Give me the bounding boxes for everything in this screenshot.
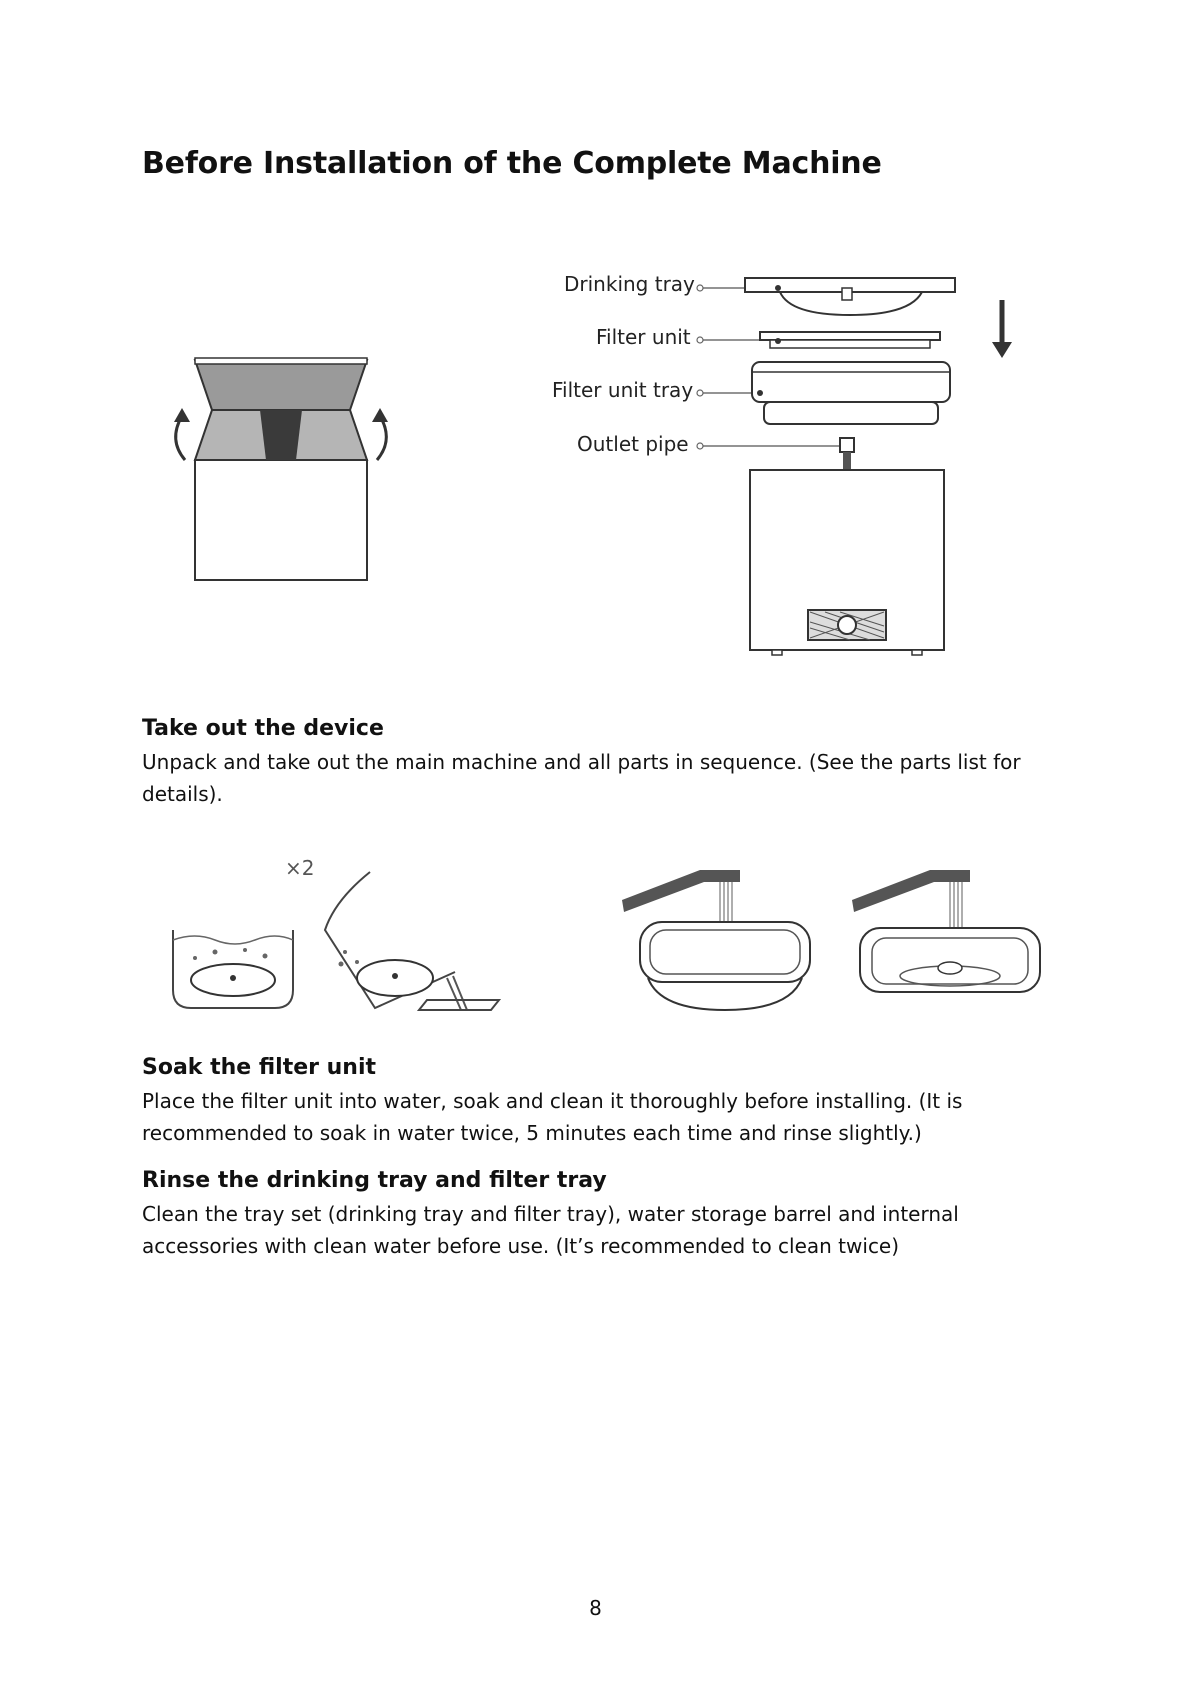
rinse-drinking-tray-illustration [620, 860, 820, 1020]
section-body-rinse: Clean the tray set (drinking tray and filter tray), water storage barrel and internal accessories with clean water before use. (It’s recommended to clean twice) [142, 1202, 959, 1258]
exploded-machine-illustration [690, 270, 1050, 670]
section-heading-rinse: Rinse the drinking tray and filter tray [142, 1168, 607, 1193]
label-drinking-tray: Drinking tray [564, 272, 695, 296]
rinse-filter-tray-illustration [850, 860, 1050, 1020]
soak-filter-illustration [165, 860, 525, 1030]
section-body-take-out: Unpack and take out the main machine and all parts in sequence. (See the parts list for details). [142, 750, 1021, 806]
section-heading-soak: Soak the filter unit [142, 1055, 377, 1080]
soak-count-label: ×2 [285, 856, 315, 880]
label-outlet-pipe: Outlet pipe [577, 432, 689, 456]
unpack-box-illustration [160, 350, 400, 590]
label-filter-unit-tray: Filter unit tray [552, 378, 694, 402]
label-filter-unit: Filter unit [596, 325, 691, 349]
section-body-soak: Place the filter unit into water, soak and clean it thoroughly before installing. (It is recommended to soak in water twice, 5 minutes each time and rinse slightly.) [142, 1089, 963, 1145]
page-number: 8 [589, 1596, 602, 1620]
section-heading-take-out: Take out the device [142, 716, 384, 741]
page-title: Before Installation of the Complete Machine [142, 146, 882, 181]
